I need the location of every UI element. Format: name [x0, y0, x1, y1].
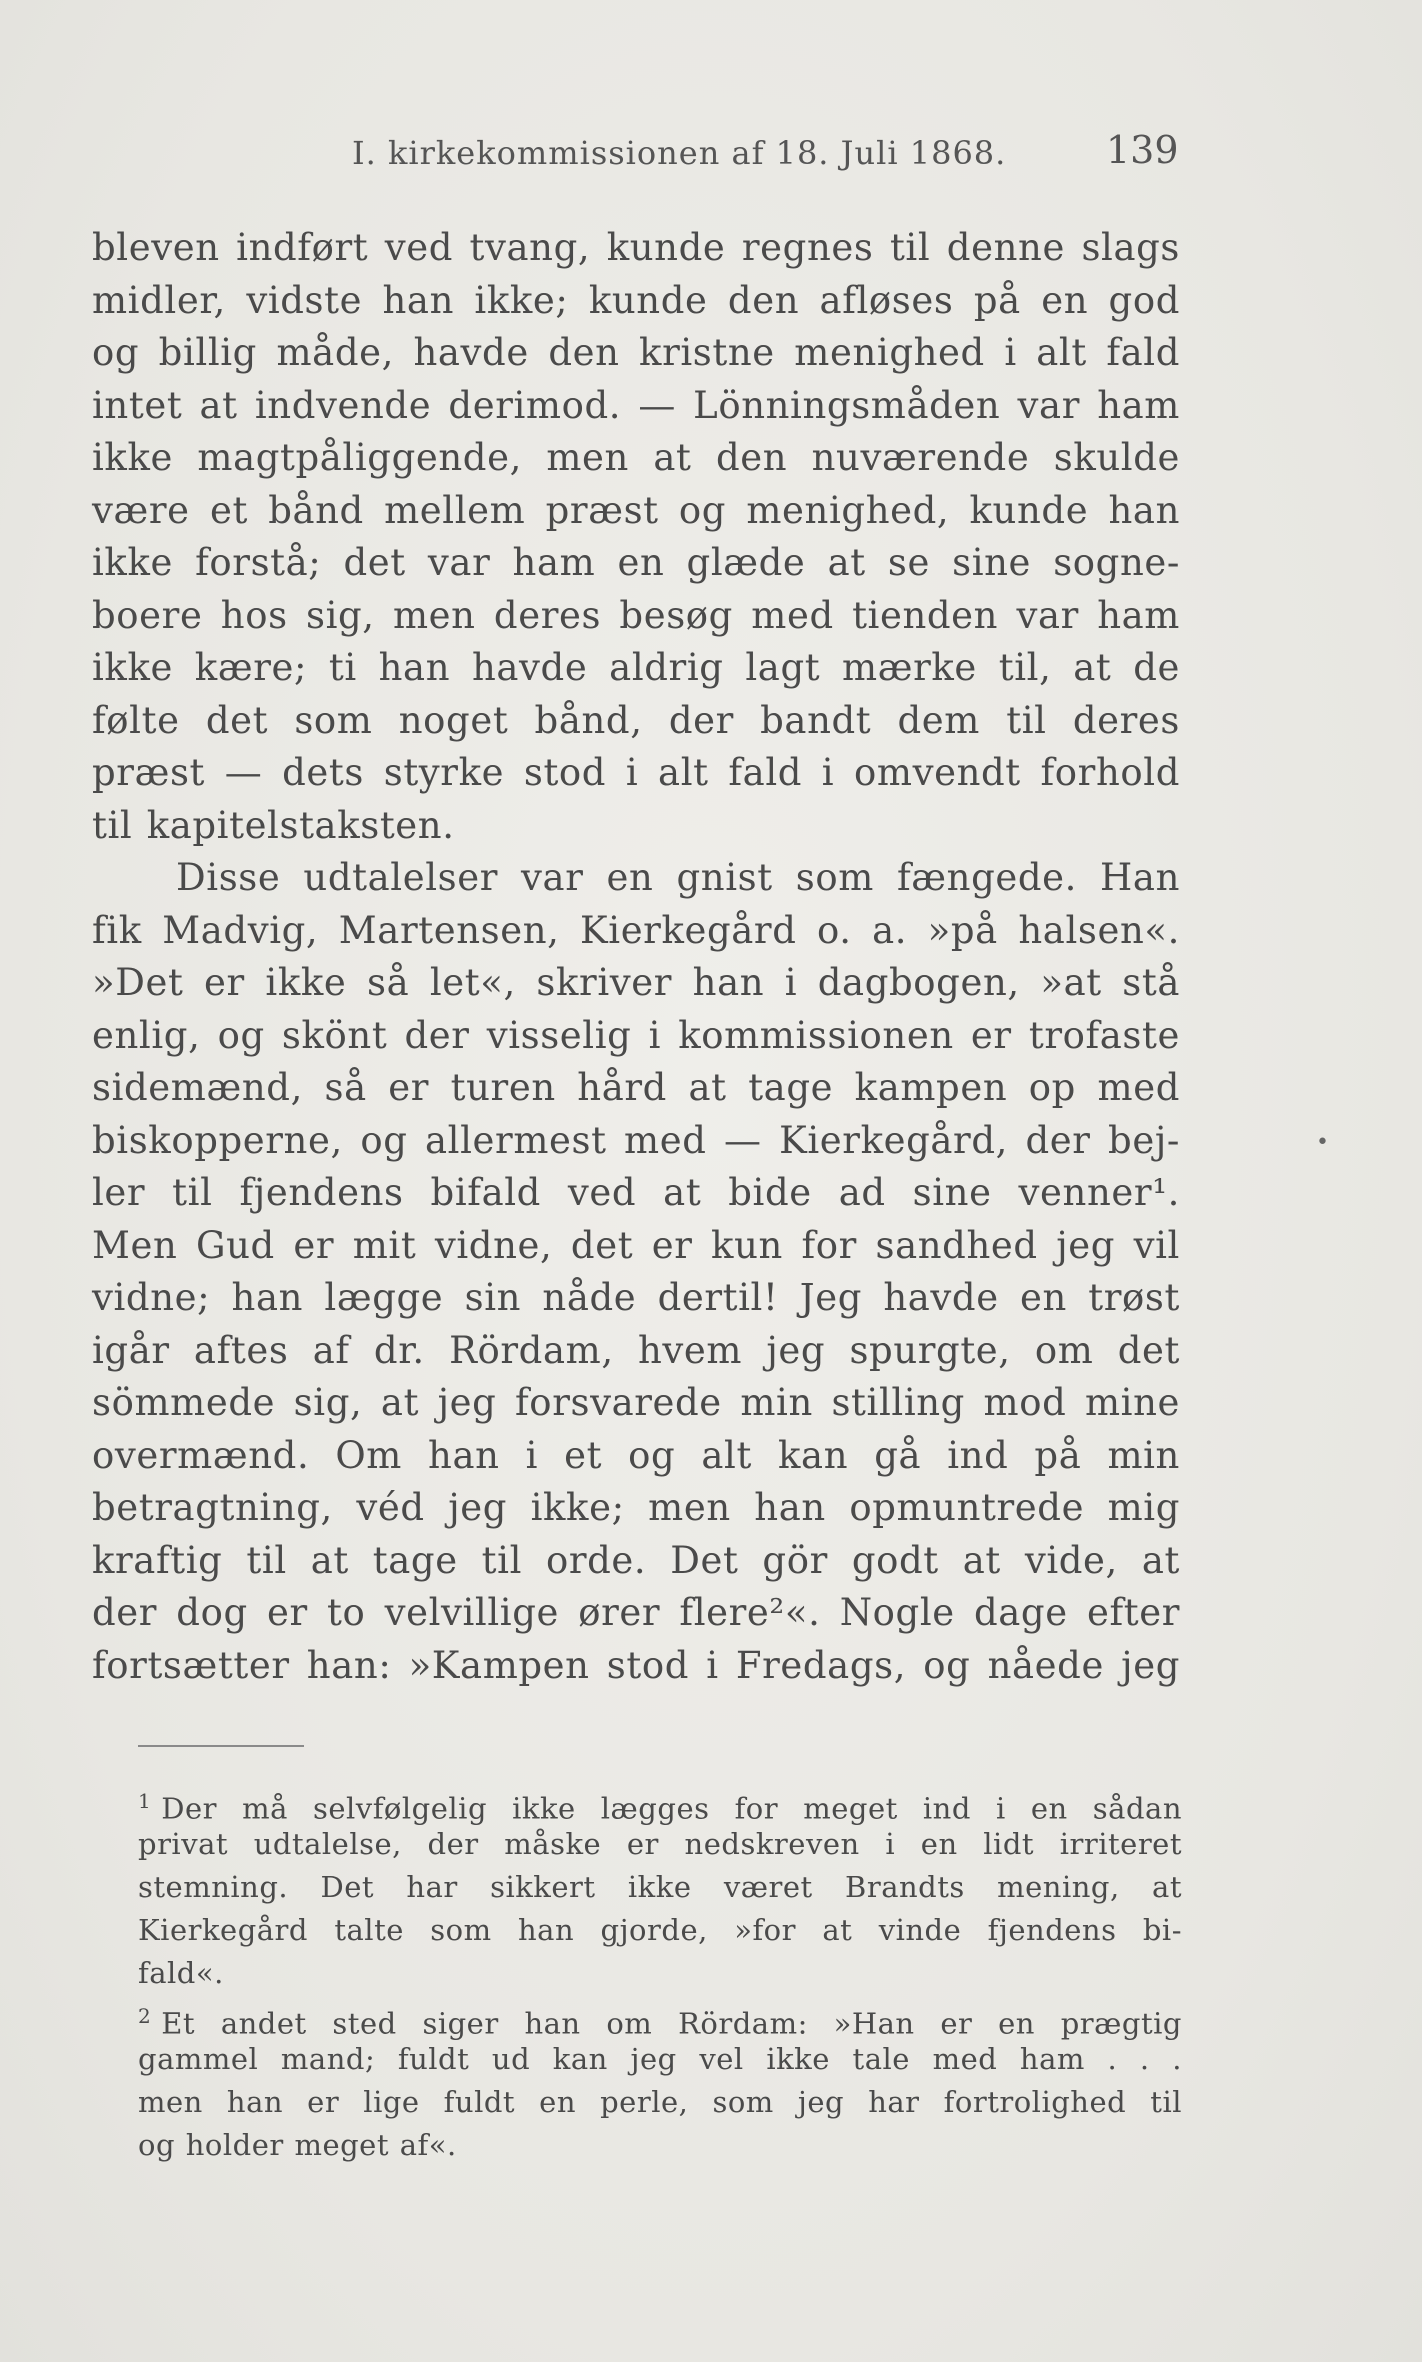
text-line: fik Madvig, Martensen, Kierkegård o. a. »på halsen«. — [92, 908, 1180, 952]
footnote-marker: 1 — [138, 1789, 152, 1813]
text-line: biskopperne, og allermest med — Kierkegård, der bej- — [92, 1118, 1180, 1162]
footnote-line: stemning. Det har sikkert ikke været Brandts mening, at — [138, 1870, 1182, 1904]
text-line: præst — dets styrke stod i alt fald i omvendt forhold — [92, 751, 1180, 794]
running-head: I. kirkekommissionen af 18. Juli 1868. — [352, 134, 1007, 172]
text-line: midler, vidste han ikke; kunde den afløses på en god — [92, 278, 1180, 322]
text-line: ikke forstå; det var ham en glæde at se sine sogne- — [92, 541, 1180, 584]
footnotes — [138, 1780, 1182, 2167]
text-line: og billig måde, havde den kristne menighed i alt fald — [92, 331, 1180, 374]
text-line: enlig, og skönt der visselig i kommissionen er trofaste — [92, 1013, 1180, 1057]
footnote-line: privat udtalelse, der måske er nedskreven i en lidt irriteret — [138, 1827, 1182, 1861]
text-line: vidne; han lægge sin nåde dertil! Jeg havde en trøst — [92, 1276, 1180, 1319]
footnote-1 — [138, 1780, 1182, 1995]
footnote-line: fald«. — [138, 1956, 224, 1990]
margin-speck: • — [1316, 1130, 1329, 1155]
text-line: intet at indvende derimod. — Lönningsmåden var ham — [92, 383, 1180, 427]
footnote-line — [138, 1780, 1182, 1826]
text-line: boere hos sig, men deres besøg med tienden var ham — [92, 593, 1180, 637]
text-line: overmænd. Om han i et og alt kan gå ind på min — [92, 1433, 1180, 1477]
text-line: Disse udtalelser var en gnist som fængede. Han — [176, 856, 1180, 899]
text-line: ler til fjendens bifald ved at bide ad sine venner¹. — [92, 1171, 1180, 1214]
text-line: betragtning, véd jeg ikke; men han opmuntrede mig — [92, 1486, 1180, 1529]
footnote-marker: 2 — [138, 2004, 152, 2028]
text-line: bleven indført ved tvang, kunde regnes til denne slags — [92, 226, 1180, 269]
text-line: kraftig til at tage til orde. Det gör godt at vide, at — [92, 1538, 1180, 1582]
footnote-line — [138, 1995, 1182, 2041]
text-line: til kapitelstaksten. — [92, 803, 455, 847]
footnote-line: gammel mand; fuldt ud kan jeg vel ikke tale med ham . . . — [138, 2042, 1182, 2076]
text-line: sidemænd, så er turen hård at tage kampen op med — [92, 1066, 1180, 1109]
text-line: igår aftes af dr. Rördam, hvem jeg spurgte, om det — [92, 1328, 1180, 1372]
footnote-divider — [138, 1745, 304, 1747]
footnote-line: Kierkegård talte som han gjorde, »for at vinde fjendens bi- — [138, 1913, 1182, 1947]
page-number: 139 — [1106, 128, 1179, 172]
text-line: sömmede sig, at jeg forsvarede min stilling mod mine — [92, 1381, 1180, 1424]
text-line: »Det er ikke så let«, skriver han i dagbogen, »at stå — [92, 961, 1180, 1004]
footnote-line: men han er lige fuldt en perle, som jeg har fortrolighed til — [138, 2085, 1182, 2119]
text-line: være et bånd mellem præst og menighed, kunde han — [92, 488, 1180, 532]
footnote-text: Der må selvfølgelig ikke lægges for meget ind i en sådan — [161, 1791, 1182, 1826]
text-line: ikke kære; ti han havde aldrig lagt mærke til, at de — [92, 646, 1180, 689]
text-line: ikke magtpåliggende, men at den nuværende skulde — [92, 436, 1180, 479]
text-line: følte det som noget bånd, der bandt dem til deres — [92, 698, 1180, 742]
body-text — [92, 222, 1180, 1692]
text-line: Men Gud er mit vidne, det er kun for sandhed jeg vil — [92, 1223, 1180, 1267]
footnote-line: og holder meget af«. — [138, 2128, 457, 2162]
footnote-2 — [138, 1995, 1182, 2167]
text-line: fortsætter han: »Kampen stod i Fredags, og nåede jeg — [92, 1643, 1180, 1687]
footnote-text: Et andet sted siger han om Rördam: »Han er en prægtig — [161, 2006, 1182, 2041]
text-line: der dog er to velvillige ører flere²«. Nogle dage efter — [92, 1591, 1180, 1634]
